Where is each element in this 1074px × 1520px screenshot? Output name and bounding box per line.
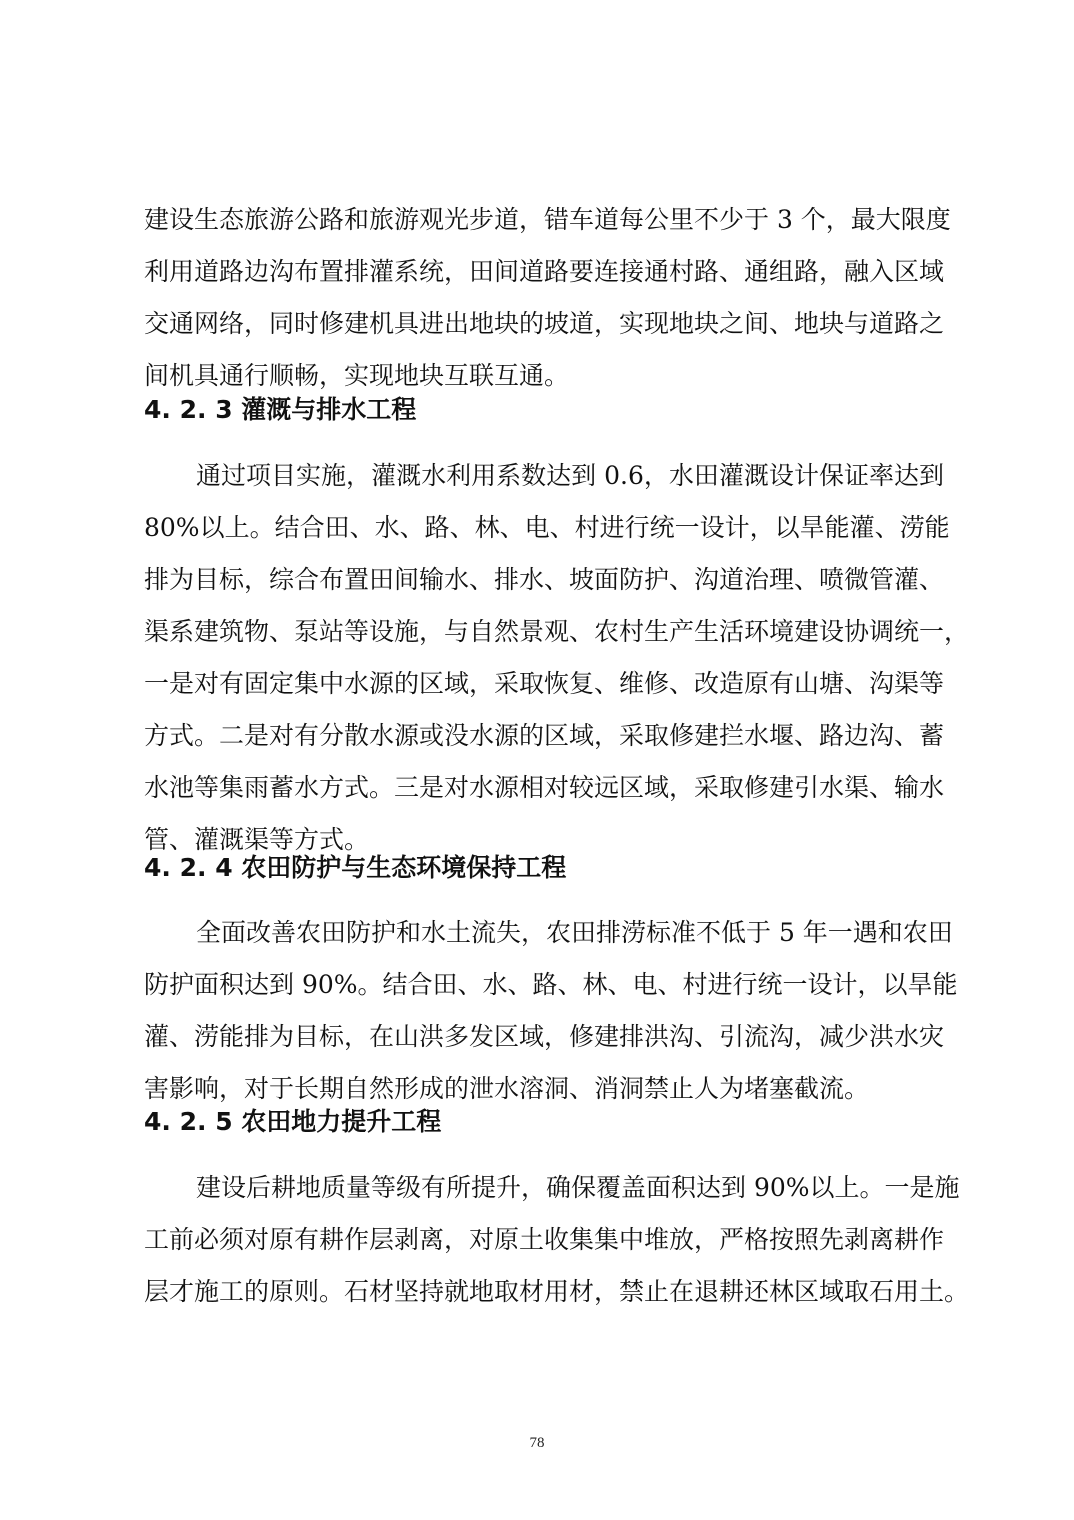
paragraph-line: 管、灌溉渠等方式。 <box>144 825 370 854</box>
paragraph-line: 全面改善农田防护和水土流失，农田排涝标准不低于 5 年一遇和农田 <box>196 918 953 947</box>
paragraph-soil-fertility <box>144 1162 970 1318</box>
page-number: 78 <box>529 1435 545 1451</box>
paragraph-line: 防护面积达到 90%。结合田、水、路、林、电、村进行统一设计，以旱能 <box>144 970 958 999</box>
paragraph-line: 灌、涝能排为目标，在山洪多发区域，修建排洪沟、引流沟，减少洪水灾 <box>144 1022 945 1051</box>
paragraph-line: 工前必须对原有耕作层剥离，对原土收集集中堆放，严格按照先剥离耕作 <box>144 1225 945 1254</box>
paragraph-line: 水池等集雨蓄水方式。三是对水源相对较远区域，采取修建引水渠、输水 <box>144 773 945 802</box>
section-heading-4-2-5: 4. 2. 5 农田地力提升工程 <box>144 1107 442 1136</box>
section-heading-4-2-3: 4. 2. 3 灌溉与排水工程 <box>144 395 417 424</box>
section-heading-4-2-4: 4. 2. 4 农田防护与生态环境保持工程 <box>144 853 567 882</box>
paragraph-line: 方式。二是对有分散水源或没水源的区域，采取修建拦水堰、路边沟、蓄 <box>144 721 945 750</box>
paragraph-line: 层才施工的原则。石材坚持就地取材用材，禁止在退耕还林区域取石用土。 <box>144 1277 970 1306</box>
paragraph-line: 渠系建筑物、泵站等设施，与自然景观、农村生产生活环境建设协调统一， <box>144 617 970 646</box>
paragraph-line: 间机具通行顺畅，实现地块互联互通。 <box>144 361 570 390</box>
paragraph-line: 建设后耕地质量等级有所提升，确保覆盖面积达到 90%以上。一是施 <box>196 1173 960 1202</box>
paragraph-road-construction <box>144 194 951 402</box>
paragraph-line: 排为目标，综合布置田间输水、排水、坡面防护、沟道治理、喷微管灌、 <box>144 565 945 594</box>
paragraph-line: 一是对有固定集中水源的区域，采取恢复、维修、改造原有山塘、沟渠等 <box>144 669 945 698</box>
paragraph-line: 通过项目实施，灌溉水利用系数达到 0.6，水田灌溉设计保证率达到 <box>196 461 944 490</box>
paragraph-line: 害影响，对于长期自然形成的泄水溶洞、消洞禁止人为堵塞截流。 <box>144 1074 870 1103</box>
paragraph-line: 交通网络，同时修建机具进出地块的坡道，实现地块之间、地块与道路之 <box>144 309 945 338</box>
paragraph-line: 80%以上。结合田、水、路、林、电、村进行统一设计，以旱能灌、涝能 <box>144 513 950 542</box>
paragraph-irrigation-drainage <box>144 450 970 866</box>
paragraph-farmland-protection <box>144 907 958 1115</box>
paragraph-line: 建设生态旅游公路和旅游观光步道，错车道每公里不少于 3 个，最大限度 <box>144 205 951 234</box>
paragraph-line: 利用道路边沟布置排灌系统，田间道路要连接通村路、通组路，融入区域 <box>144 257 945 286</box>
